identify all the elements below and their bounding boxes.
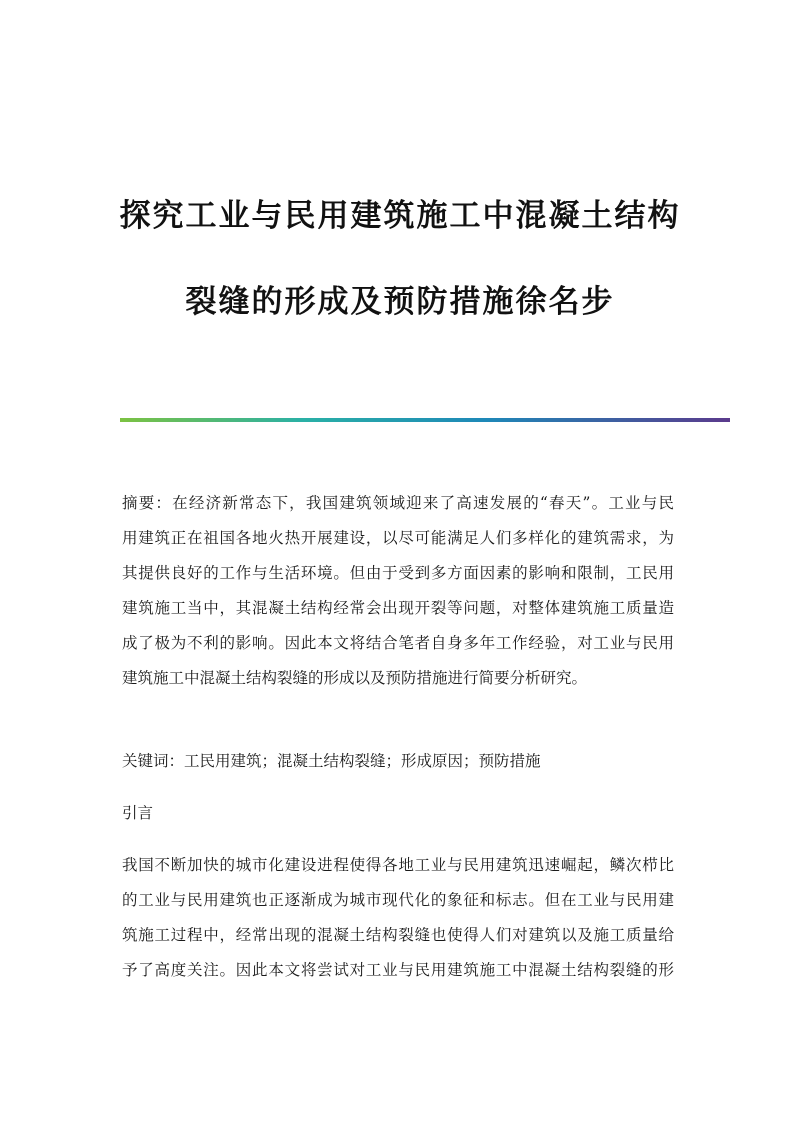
document-title-line-2: 裂缝的形成及预防措施徐名步 — [185, 284, 615, 320]
intro-heading-text: 引言 — [122, 804, 154, 822]
intro-line: 我国不断加快的城市化建设进程使得各地工业与民用建筑迅速崛起，鳞次栉比 — [122, 856, 674, 874]
abstract-line: 建筑施工中混凝土结构裂缝的形成以及预防措施进行简要分析研究。 — [122, 669, 588, 687]
intro-line: 的工业与民用建筑也正逐渐成为城市现代化的象征和标志。但在工业与民用建 — [122, 891, 674, 909]
abstract-line: 建筑施工当中，其混凝土结构经常会出现开裂等问题，对整体建筑施工质量造 — [122, 599, 674, 617]
intro-paragraph — [122, 848, 674, 988]
intro-heading — [122, 796, 674, 831]
abstract-line: 成了极为不利的影响。因此本文将结合笔者自身多年工作经验，对工业与民用 — [122, 634, 674, 652]
abstract-line: 其提供良好的工作与生活环境。但由于受到多方面因素的影响和限制，工民用 — [122, 564, 674, 582]
keywords-line: 关键词：工民用建筑；混凝土结构裂缝；形成原因；预防措施 — [122, 752, 541, 770]
keywords-paragraph — [122, 744, 674, 779]
intro-line: 予了高度关注。因此本文将尝试对工业与民用建筑施工中混凝土结构裂缝的形 — [122, 961, 674, 979]
document-title-line-1: 探究工业与民用建筑施工中混凝土结构 — [119, 198, 681, 234]
title-divider — [120, 418, 730, 422]
abstract-line: 摘要：在经济新常态下，我国建筑领域迎来了高速发展的“春天”。工业与民 — [122, 494, 674, 512]
intro-line: 筑施工过程中，经常出现的混凝土结构裂缝也使得人们对建筑以及施工质量给 — [122, 926, 674, 944]
abstract-paragraph — [122, 486, 674, 696]
abstract-line: 用建筑正在祖国各地火热开展建设，以尽可能满足人们多样化的建筑需求，为 — [122, 529, 674, 547]
